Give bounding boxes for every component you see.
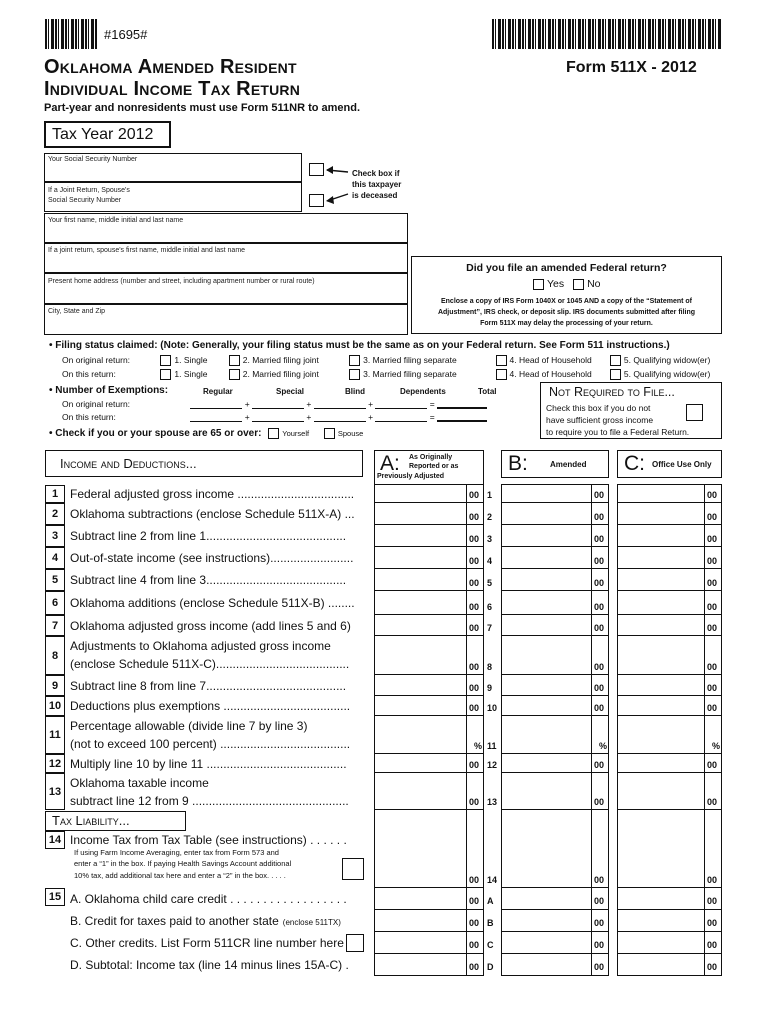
federal-amended-box [411,256,722,334]
cents-divider [704,484,705,976]
column-a-amount[interactable] [374,675,484,696]
tax-year: Tax Year 2012 [52,125,154,143]
column-c-header [617,450,722,478]
column-a-amount[interactable] [374,569,484,591]
spouse-name-label: If a joint return, spouse's first name, middle initial and last name [48,247,246,254]
line-description: Subtract line 8 from line 7.......................................... [70,678,347,693]
federal-note-1: Enclose a copy of IRS Form 1040X or 1045 AND a copy of the “Statement of [440,298,693,305]
line-14-description: Income Tax from Tax Table (see instructions) . . . . . . [70,833,347,847]
column-c-letter: C: [624,452,645,475]
line-reference: 4 [487,556,493,566]
cents-marker: 00 [469,512,480,522]
cents-marker: 00 [594,490,605,500]
line-number: 8 [45,636,65,675]
column-b-amount[interactable] [501,696,609,716]
line-15-description [70,956,349,974]
cents-marker: 00 [469,623,480,633]
not-required-line2: have sufficient gross income [546,415,654,425]
barcode-left [45,19,97,49]
line-description: Oklahoma subtractions (enclose Schedule 511X-A) ... [70,507,355,521]
line-number: 6 [45,591,65,615]
line-number: 15 [45,888,65,906]
line-number: 10 [45,696,65,716]
exemptions-original-label: On original return: [62,399,131,409]
exemption-blind-input[interactable] [314,400,366,409]
exemption-dependents-input[interactable] [375,413,427,422]
form-number: Form 511X - 2012 [566,59,697,76]
line-reference: C [487,940,494,950]
filing-option-label: 2. Married filing joint [242,355,319,365]
column-b-amount[interactable] [501,615,609,636]
filing-this-hoh[interactable] [496,369,507,380]
column-a-line3: Previously Adjusted [377,473,445,480]
column-a-amount[interactable] [374,810,484,888]
cents-marker: 00 [594,512,605,522]
income-deductions-title: Income and Deductions... [60,456,197,471]
line-description: Subtract line 2 from line 1.......................................... [70,529,347,543]
line-15-description [70,912,341,932]
cents-marker: 00 [707,896,718,906]
line-number: 4 [45,547,65,569]
column-a-amount[interactable] [374,547,484,569]
filing-this-widow[interactable] [610,369,621,380]
filing-this-mfj[interactable] [229,369,240,380]
line-description: Percentage allowable (divide line 7 by line 3) [70,719,308,733]
cents-marker: 00 [594,703,605,713]
cents-marker: 00 [707,962,718,972]
column-b-amount[interactable] [501,503,609,525]
federal-yes-checkbox[interactable] [533,279,544,290]
exemption-special-input[interactable] [252,400,304,409]
federal-note-2: Adjustment”, IRS check, or deposit slip. IRS documents submitted after filing [437,309,696,316]
column-b-amount[interactable] [501,569,609,591]
federal-note-3: Form 511X may delay the processing of your return. [480,320,653,327]
cents-marker: 00 [707,683,718,693]
cents-marker: 00 [594,918,605,928]
cents-marker: 00 [707,703,718,713]
cents-marker: 00 [594,534,605,544]
line-description: Federal adjusted gross income ................................... [70,487,355,501]
line-reference: 8 [487,662,493,672]
column-b-amount[interactable] [501,910,609,932]
age65-row [49,428,363,439]
line-15-text: A. Oklahoma child care credit . . . . . . . . . . . . . . . . . . [70,892,347,906]
column-c-amount[interactable] [617,716,722,754]
line-15-text: B. Credit for taxes paid to another state [70,914,279,928]
line-description-cont: subtract line 12 from 9 ............................................... [70,794,349,808]
line-number: 12 [45,754,65,773]
filing-option-label: 3. Married filing separate [363,369,457,379]
name-label: Your first name, middle initial and last name [48,217,184,224]
cents-marker: 00 [469,703,480,713]
exemption-special-input[interactable] [252,413,304,422]
form-code: #1695# [104,27,148,42]
cents-marker: 00 [594,797,605,807]
cents-marker: 00 [707,578,718,588]
line-description: Oklahoma adjusted gross income (add lines 5 and 6) [70,618,351,633]
column-b-amount[interactable] [501,932,609,954]
column-top-rule [374,484,484,485]
cents-marker: 00 [594,962,605,972]
line-reference: 10 [487,703,498,713]
deceased-text-1: Check box if [352,169,400,178]
line-number: 14 [45,831,65,849]
filing-status-title: • Filing status claimed: (Note: Generally, your filing status must be the same as on your Federal return. See Form 511 instructions.) [49,340,670,351]
form-title-line1: Oklahoma Amended Resident [44,56,297,78]
column-a-amount[interactable] [374,773,484,810]
column-a-amount[interactable] [374,503,484,525]
line-number: 2 [45,503,65,525]
filing-status-original-row [62,355,710,366]
line-reference: 2 [487,512,493,522]
cents-marker: 00 [707,662,718,672]
not-required-line3: to require you to file a Federal Return. [546,427,690,437]
spouse-ssn-label-1: If a Joint Return, Spouse's [48,187,130,194]
column-a-amount[interactable] [374,754,484,773]
cents-marker: 00 [707,875,718,885]
cents-marker: 00 [469,490,480,500]
federal-yes-label: Yes [547,278,565,290]
spouse-deceased-checkbox[interactable] [309,194,324,207]
column-b-header [501,450,609,478]
line-reference: 5 [487,578,493,588]
line-number: 13 [45,773,65,810]
cents-marker: 00 [594,760,605,770]
barcode-right [492,19,722,49]
filing-option-label: 4. Head of Household [509,369,592,379]
cents-marker: 00 [594,875,605,885]
age65-spouse-checkbox[interactable] [324,428,335,439]
cents-marker: % [599,741,608,751]
column-a-amount[interactable] [374,932,484,954]
line-15-description [70,934,344,952]
exemption-col-dependents: Dependents [400,387,446,396]
column-a-amount[interactable] [374,696,484,716]
line-reference: 1 [487,490,493,500]
column-a-amount[interactable] [374,716,484,754]
filing-status-this-row [62,369,710,380]
deceased-text-2: this taxpayer [352,180,402,189]
column-b-amount[interactable] [501,675,609,696]
cents-marker: 00 [469,556,480,566]
filing-option-label: 2. Married filing joint [242,369,319,379]
cents-marker: 00 [707,512,718,522]
column-b-amount[interactable] [501,810,609,888]
cents-marker: 00 [594,940,605,950]
line-reference: 12 [487,760,498,770]
federal-no-label: No [587,278,601,290]
line-number: 7 [45,615,65,636]
column-a-amount[interactable] [374,910,484,932]
filing-orig-single[interactable] [160,355,171,366]
line-15-text: D. Subtotal: Income tax (line 14 minus lines 15A-C) . [70,958,349,972]
column-a-amount[interactable] [374,485,484,503]
deceased-text-3: is deceased [352,191,398,200]
line-description: Oklahoma additions (enclose Schedule 511X-B) ........ [70,596,355,610]
cents-marker: 00 [707,556,718,566]
line-reference: 7 [487,623,493,633]
column-a-line1: As Originally [409,454,453,461]
cents-marker: 00 [707,490,718,500]
federal-question: Did you file an amended Federal return? [466,262,667,274]
cents-marker: 00 [594,578,605,588]
exemption-col-special: Special [276,387,305,396]
cents-marker: 00 [469,875,480,885]
line-reference: 3 [487,534,493,544]
line-reference: 14 [487,875,498,885]
filing-this-label: On this return: [62,369,116,379]
spouse-name-field[interactable] [44,243,408,273]
filing-orig-widow[interactable] [610,355,621,366]
line-reference: B [487,918,494,928]
cents-marker: 00 [594,623,605,633]
cents-marker: 00 [594,896,605,906]
spouse-ssn-field[interactable] [44,182,302,212]
column-b-amount[interactable] [501,716,609,754]
line-14-note-1: If using Farm Income Averaging, enter tax from Form 573 and [74,848,279,857]
cents-marker: 00 [707,534,718,544]
exemption-blind-input[interactable] [314,413,366,422]
city-label: City, State and Zip [48,308,106,315]
cents-marker: 00 [594,602,605,612]
cents-marker: 00 [469,940,480,950]
filing-option-label: 5. Qualifying widow(er) [623,355,711,365]
line-reference: 6 [487,602,493,612]
exemption-dependents-input[interactable] [375,400,427,409]
line-reference: 9 [487,683,493,693]
column-b-amount[interactable] [501,547,609,569]
federal-no-checkbox[interactable] [573,279,584,290]
address-field[interactable] [44,273,408,304]
column-a-letter: A: [380,452,400,475]
age65-spouse-label: Spouse [337,429,364,439]
tax-liability-title: Tax Liability... [52,813,130,828]
filing-orig-hoh[interactable] [496,355,507,366]
cents-marker: 00 [469,662,480,672]
line-14-note-3: 10% tax, add additional tax here and enter a “2” in the box. . . . . [74,871,286,880]
cents-marker: 00 [707,760,718,770]
column-b-amount[interactable] [501,525,609,547]
cents-marker: % [712,741,721,751]
address-label: Present home address (number and street, including apartment number or rural route) [48,278,315,285]
column-b-amount[interactable] [501,954,609,976]
line-reference: 11 [487,741,497,751]
column-b-amount[interactable] [501,773,609,810]
not-required-checkbox[interactable] [686,404,703,421]
cents-marker: 00 [469,918,480,928]
filing-option-label: 1. Single [174,369,208,379]
line-number: 1 [45,485,65,503]
ssn-label: Your Social Security Number [48,156,138,163]
column-b-amount[interactable] [501,591,609,615]
column-a-amount[interactable] [374,954,484,976]
filing-original-label: On original return: [62,355,131,365]
column-b-amount[interactable] [501,485,609,503]
cents-marker: 00 [469,578,480,588]
line-14-code-box[interactable] [342,858,364,880]
exemptions-this-label: On this return: [62,412,116,422]
column-a-amount[interactable] [374,525,484,547]
cents-marker: 00 [707,602,718,612]
column-a-amount[interactable] [374,615,484,636]
column-a-header [374,450,484,486]
cents-marker: 00 [707,918,718,928]
line-number: 3 [45,525,65,547]
form-subtitle: Part-year and nonresidents must use Form 511NR to amend. [44,102,361,114]
deceased-arrows [324,164,350,208]
age65-label: • Check if you or your spouse are 65 or over: [49,428,262,440]
age65-yourself-label: Yourself [282,429,310,439]
exemption-regular-input[interactable] [190,413,242,422]
name-field[interactable] [44,213,408,243]
line-14-note-2: enter a “1” in the box. If paying Health Savings Account additional [74,859,292,868]
filing-this-single[interactable] [160,369,171,380]
line-number: 5 [45,569,65,591]
city-field[interactable] [44,304,408,335]
column-b-amount[interactable] [501,636,609,675]
age65-yourself-checkbox[interactable] [268,428,279,439]
cents-marker: 00 [469,962,480,972]
line-reference: 13 [487,797,498,807]
form-title-line2: Individual Income Tax Return [44,78,301,100]
cents-marker: % [474,741,483,751]
line-15-note: (enclose 511TX) [282,918,341,927]
exemption-regular-input[interactable] [190,400,242,409]
line-description: Out-of-state income (see instructions)......................... [70,551,354,565]
cents-divider [591,484,592,976]
line-description-cont: (enclose Schedule 511X-C)........................................ [70,657,350,671]
tax-year-box [44,121,171,148]
cents-divider [466,484,467,976]
line-15-description [70,890,347,908]
cents-marker: 00 [469,797,480,807]
exemption-total-input[interactable] [437,400,487,409]
line-15c-number-box[interactable] [346,934,364,952]
line-description: Multiply line 10 by line 11 .......................................... [70,756,347,771]
cents-marker: 00 [707,623,718,633]
filing-orig-mfs[interactable] [349,355,360,366]
column-a-amount[interactable] [374,636,484,675]
filing-option-label: 4. Head of Household [509,355,592,365]
filing-option-label: 3. Married filing separate [363,355,457,365]
exemption-total-input[interactable] [437,413,487,422]
line-reference: D [487,962,494,972]
line-description: Oklahoma taxable income [70,776,209,790]
cents-marker: 00 [469,534,480,544]
column-b-amount[interactable] [501,888,609,910]
cents-marker: 00 [707,797,718,807]
column-a-amount[interactable] [374,888,484,910]
column-b-letter: B: [508,452,528,475]
spouse-ssn-label-2: Social Security Number [48,197,122,204]
tax-liability-header [45,811,186,831]
cents-marker: 00 [594,556,605,566]
line-15-text: C. Other credits. List Form 511CR line number here [70,936,344,950]
line-description: Subtract line 4 from line 3.......................................... [70,573,347,587]
filing-option-label: 5. Qualifying widow(er) [623,369,711,379]
filing-orig-mfj[interactable] [229,355,240,366]
cents-marker: 00 [707,940,718,950]
exemptions-this-row: On this return: + + + = [62,412,487,422]
column-a-line2: Reported or as [409,463,459,470]
exemption-col-total: Total [478,387,497,396]
exemption-col-regular: Regular [203,387,233,396]
filing-option-label: 1. Single [174,355,208,365]
exemptions-title: • Number of Exemptions: [49,385,169,396]
not-required-title: Not Required to File... [549,385,675,399]
column-c-label: Office Use Only [652,460,712,469]
not-required-box [540,382,722,439]
cents-marker: 00 [469,760,480,770]
column-top-rule [617,484,722,485]
filing-this-mfs[interactable] [349,369,360,380]
cents-marker: 00 [594,683,605,693]
cents-marker: 00 [469,896,480,906]
column-a-amount[interactable] [374,591,484,615]
line-description-cont: (not to exceed 100 percent) ....................................... [70,737,351,751]
not-required-line1: Check this box if you do not [546,403,651,413]
column-b-label: Amended [550,460,587,469]
column-b-amount[interactable] [501,754,609,773]
income-deductions-header [45,450,363,477]
line-description: Adjustments to Oklahoma adjusted gross income [70,639,331,653]
deceased-checkbox[interactable] [309,163,324,176]
line-reference: A [487,896,494,906]
exemption-col-blind: Blind [345,387,365,396]
line-description: Deductions plus exemptions ...................................... [70,699,351,713]
column-top-rule [501,484,609,485]
line-number: 11 [45,716,65,754]
exemptions-original-row: On original return: + + + = [62,399,487,409]
cents-marker: 00 [594,662,605,672]
ssn-field[interactable] [44,153,302,182]
line-number: 9 [45,675,65,696]
cents-marker: 00 [469,683,480,693]
cents-marker: 00 [469,602,480,612]
